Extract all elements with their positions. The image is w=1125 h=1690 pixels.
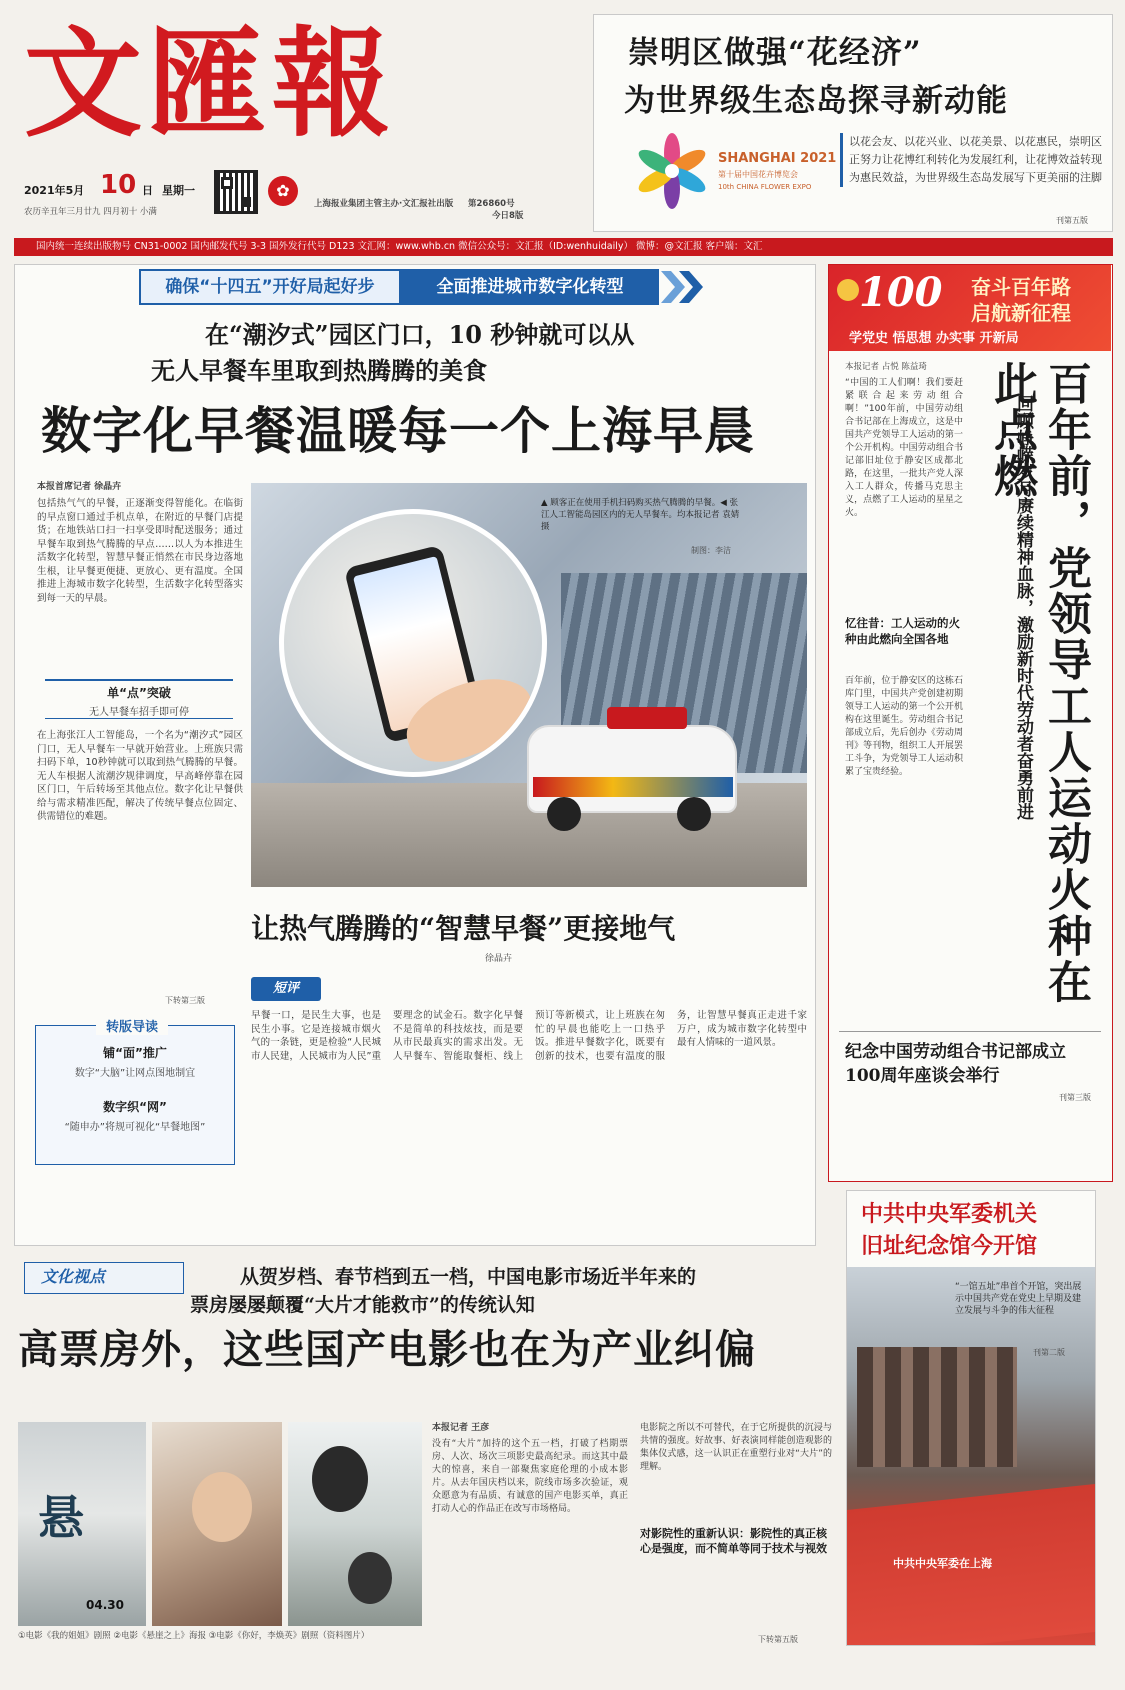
culture-tag: 文化视点	[24, 1262, 184, 1294]
centenary-slogan-1: 奋斗百年路	[971, 275, 1071, 299]
date-block	[24, 164, 534, 224]
memorial-caption: “一馆五址”串首个开馆，突出展示中国共产党在党史上早期及建立发展与斗争的伟大征程	[955, 1282, 1082, 1316]
poster-date: 04.30	[86, 1598, 124, 1612]
info-bar	[14, 238, 1113, 256]
whb-emblem-icon: ✿	[268, 176, 298, 206]
centenary-banner	[829, 265, 1111, 351]
film-poster: 悬 04.30	[18, 1422, 146, 1626]
centenary-slogan-3: 学党史 悟思想 办实事 开新局	[849, 331, 1019, 346]
culture-body: 没有“大片”加持的这个五一档，打破了档期票房、人次、场次三项影史最高纪录。而这其中最大的惊喜，来自一部聚焦家庭伦理的小成本影片。从去年国庆档以来，院线市场多次验证，观众愿意为有品质、有诚意的国产电影买单，真正打动人心的作品正在改写市场格局。	[432, 1439, 628, 1514]
film-still-2	[152, 1422, 282, 1626]
section-guide-title: 转版导读	[96, 1016, 168, 1035]
lead-body-2: 在上海张江人工智能岛，一个名为“潮汐式”园区门口，无人早餐车一早就开始营业。上班族只需扫码下单，10秒钟就可以取到热气腾腾的早餐。无人车根据人流潮汐规律调度，早高峰停靠在园区门口，午后转场至其他点位。数字化让早餐供给与需求精准匹配，解决了传统早餐点位固定、供需错位的难题。	[37, 730, 243, 822]
centenary-subtitle: 忆往昔：工人运动的火种由此燃向全国各地	[845, 616, 960, 646]
centenary-headline: 百年前，党领导工人运动火种在此点燃	[986, 361, 1091, 1005]
culture-photo-caption: ①电影《我的姐姐》剧照 ②电影《悬崖之上》海报 ③电影《你好，李焕英》剧照（资料图片）	[18, 1631, 370, 1641]
date-year-month: 2021年5月	[24, 184, 85, 197]
newspaper-logo: 文匯報	[24, 14, 397, 153]
publisher-line: 上海报业集团主管主办·文汇报社出版	[314, 199, 454, 209]
memorial-headline-1: 中共中央军委机关	[861, 1201, 1038, 1227]
commentary-body: 早餐一口，是民生大事，也是民生小事。它是连接城市烟火气的一条链，更是检验“人民城市人民建，人民城市为人民”重要理念的试金石。数字化早餐不是简单的科技炫技，而是要从市民最真实的需求出发。无人早餐车、智能取餐柜、线上预订等新模式，让上班族在匆忙的早晨也能吃上一口热乎饭。推进早餐数字化，既要有创新的技术，也要有温度的服务，让智慧早餐真正走进千家万户，成为城市数字化转型中最有人情味的一道风景。	[251, 1010, 807, 1062]
banner-right: 全面推进城市数字化转型	[401, 269, 659, 305]
centenary-story	[828, 264, 1113, 1182]
lead-banner	[139, 269, 709, 305]
photo-credit: 制图：李洁	[691, 546, 731, 555]
culture-body-2: 电影院之所以不可替代，在于它所提供的沉浸与共情的强度。好故事、好表演同样能创造观影的集体仪式感，这一认识正在重塑行业对“大片”的理解。	[640, 1423, 832, 1472]
lead-byline: 本报首席记者 徐晶卉	[37, 482, 122, 492]
expo-subtitle: 第十届中国花卉博览会	[718, 170, 798, 179]
qr-code-icon	[214, 170, 258, 214]
centenary-slogan-2: 启航新征程	[971, 301, 1071, 325]
info-bar-text: 国内统一连续出版物号 CN31-0002 国内邮发代号 3-3 国外发行代号 D123 文汇网：www.whb.cn 微信公众号：文汇报（ID:wenhuidaily） 微博：@文汇报 客户端：文汇	[36, 241, 763, 252]
centenary-related[interactable]	[839, 1031, 1101, 1109]
lead-headline: 数字化早餐温暖每一个上海早晨	[41, 401, 755, 460]
guide-item-1-title[interactable]: 铺“面”推广	[103, 1046, 167, 1060]
lead-subhead-2: 无人早餐车里取到热腾腾的美食	[151, 356, 487, 385]
military-memorial	[846, 1190, 1096, 1646]
photo-caption: ▲ 顾客正在使用手机扫码购买热气腾腾的早餐。◀ 张江人工智能岛园区内的无人早餐车。均本报记者 袁婧摄	[541, 498, 740, 532]
expo-title: SHANGHAI 2021	[718, 151, 837, 166]
centenary-related-title: 纪念中国劳动组合书记部成立100周年座谈会举行	[845, 1042, 1066, 1086]
phone-inset	[279, 509, 547, 777]
weekday: 星期一	[162, 184, 195, 197]
centenary-body: “中国的工人们啊！我们要赶紧联合起来劳动组合啊！”100年前，中国劳动组合书记部在上海成立，这是中国共产党领导工人运动的第一个公开机构。中国劳动组合书记部旧址位于静安区成都北路，在这里，一批共产党人深入工人群众，传播马克思主义，点燃了工人运动的星星之火。	[845, 378, 963, 518]
culture-subhead-1: 从贺岁档、春节档到五一档，中国电影市场近半年来的	[240, 1266, 697, 1288]
date-day: 10	[100, 170, 137, 200]
page-count: 今日8版	[492, 211, 524, 221]
guide-item-2-subtitle: “随申办”将规可视化“早餐地图”	[64, 1122, 206, 1133]
promo-headline-2: 为世界级生态岛探寻新动能	[624, 83, 1008, 119]
memorial-banner-text: 中共中央军委在上海	[893, 1557, 992, 1570]
commentary-title: 让热气腾腾的“智慧早餐”更接地气	[251, 912, 676, 945]
lead-sub1-title: 单“点”突破	[107, 686, 171, 700]
issue-number: 第26860号	[468, 199, 515, 209]
lead-sub1-subtitle: 无人早餐车招手即可停	[89, 707, 189, 718]
guide-item-1-subtitle: 数字“大脑”让网点图地制宜	[74, 1068, 196, 1079]
memorial-headline-2: 旧址纪念馆今开馆	[861, 1233, 1038, 1259]
lead-story	[14, 264, 816, 1246]
section-guide[interactable]	[35, 1020, 235, 1165]
promo-page-ref: 刊第五版	[1056, 216, 1088, 225]
centenary-badge: 100	[859, 269, 943, 316]
commentary-byline: 徐晶卉	[485, 954, 513, 964]
flower-expo-logo-icon	[632, 131, 712, 211]
lead-body: 包括热气气的早餐，正逐渐变得智能化。在临街的早点窗口通过手机点单，在附近的早餐门店提货；在地铁站口扫一扫享受即时配送服务；通过早餐车取到热气腾腾的早点……以人为本推进生活数字化转型，智慧早餐正悄然在市民身边落地生根，让早餐更便捷、更放心、更有温度。全国推进上海城市数字化转型，生活数字化转型落实到每一天的早晨。	[37, 498, 243, 604]
lunar-date: 农历辛丑年三月廿九 四月初十 小满	[24, 207, 157, 217]
breakfast-van	[527, 707, 747, 833]
commentary-tag: 短评	[251, 977, 321, 1001]
culture-subtitle: 对影院性的重新认识：影院性的真正核心是强度，而不简单等同于技术与视效	[640, 1527, 827, 1555]
film-still-3	[288, 1422, 422, 1626]
memorial-page-ref: 刊第二版	[1033, 1348, 1065, 1357]
party-emblem-icon	[837, 279, 859, 301]
centenary-subhead: 回顾峥嵘岁月赓续精神血脉，激励新时代劳动者奋勇前进	[1013, 395, 1033, 820]
memorial-photo	[847, 1267, 1095, 1645]
lead-photo	[251, 483, 807, 887]
date-day-suffix: 日	[142, 184, 153, 197]
expo-subtitle-en: 10th CHINA FLOWER EXPO	[718, 183, 812, 191]
top-promo[interactable]	[593, 14, 1113, 232]
culture-headline: 高票房外，这些国产电影也在为产业纠偏	[18, 1326, 756, 1373]
masthead	[14, 14, 534, 224]
banner-left: 确保“十四五”开好局起好步	[139, 269, 401, 305]
culture-byline: 本报记者 王彦	[432, 1423, 490, 1433]
promo-headline-1: 崇明区做强“花经济”	[628, 35, 922, 71]
centenary-related-ref: 刊第三版	[1059, 1093, 1091, 1102]
promo-body: 以花会友、以花兴业、以花美景、以花惠民，崇明区正努力让花博红利转化为发展红利，让花博效益转现为惠民效益，为世界级生态岛发展写下更美丽的注脚	[840, 133, 1102, 187]
lead-subhead-1: 在“潮汐式”园区门口，10 秒钟就可以从	[205, 320, 635, 349]
culture-page-ref: 下转第五版	[758, 1635, 798, 1644]
banner-arrow-icon	[661, 269, 709, 305]
lead-sub1	[45, 679, 233, 719]
centenary-body-2: 百年前，位于静安区的这栋石库门里，中国共产党创建初期领导工人运动的第一个公开机构在这里诞生。劳动组合书记部成立后，先后创办《劳动周刊》等刊物，组织工人开展罢工斗争，为党领导工人运动积累了宝贵经验。	[845, 676, 963, 777]
culture-subhead-2: 票房屡屡颠覆“大片才能救市”的传统认知	[190, 1294, 535, 1316]
guide-item-2-title[interactable]: 数字织“网”	[103, 1100, 167, 1114]
centenary-byline: 本报记者 占悦 陈益琦	[845, 362, 927, 372]
culture-story	[14, 1254, 836, 1654]
lead-page-ref: 下转第三版	[165, 996, 205, 1005]
